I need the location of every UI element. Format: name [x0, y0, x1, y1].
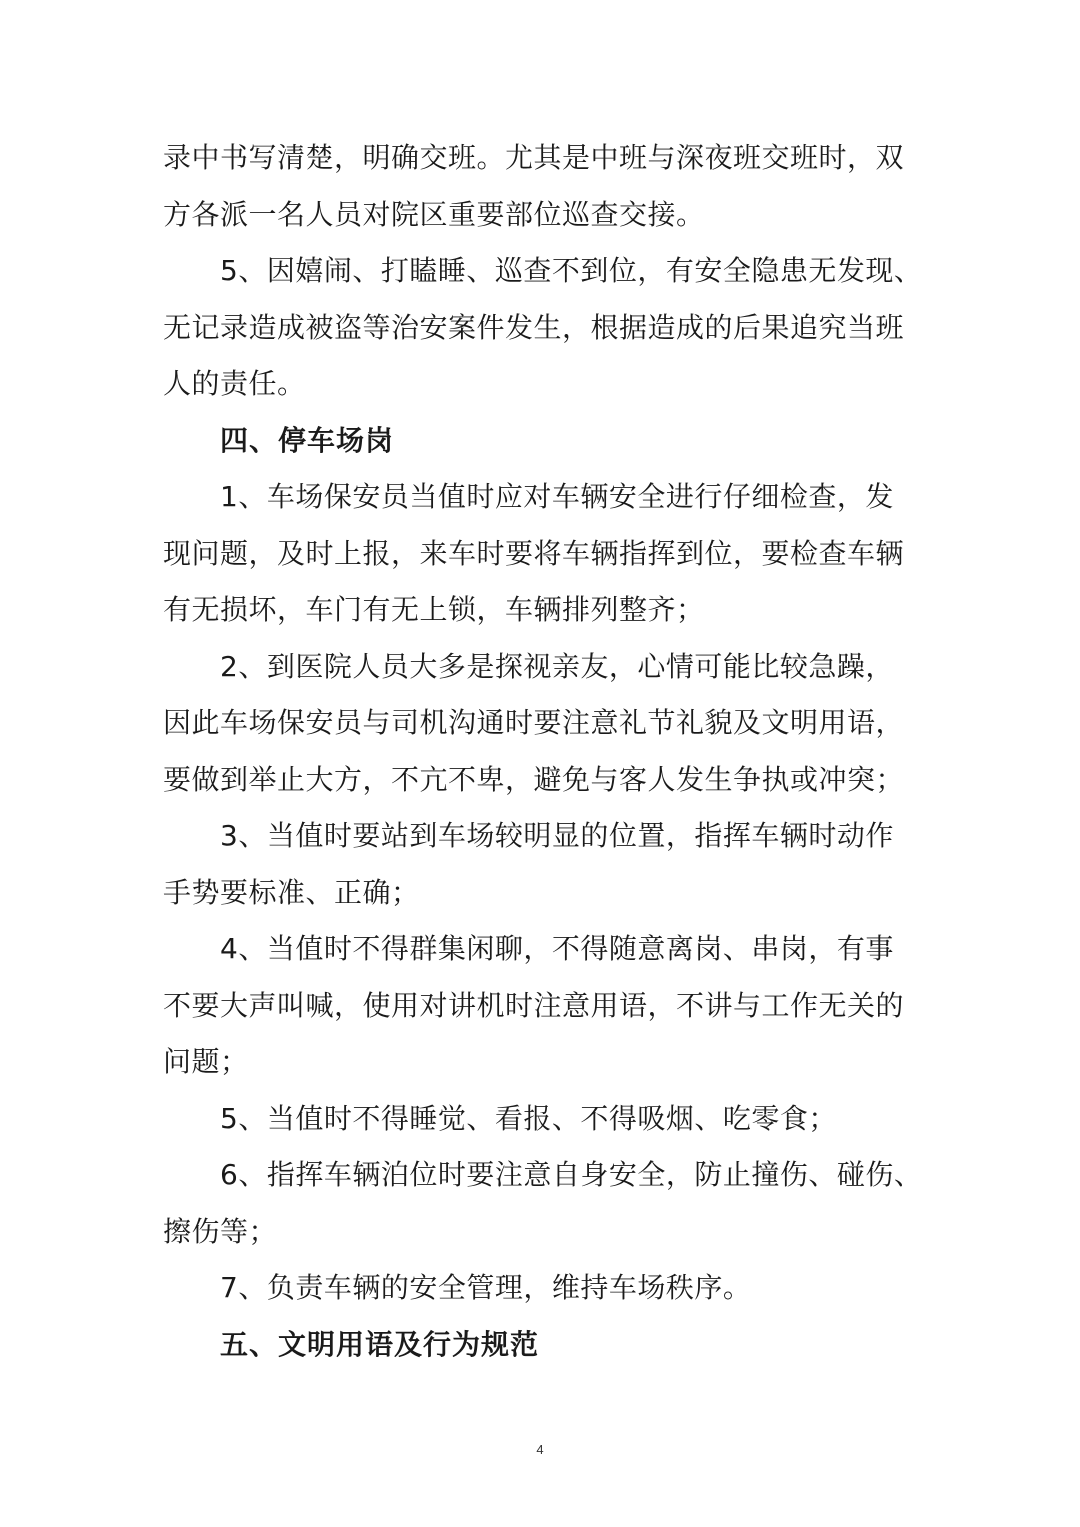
body-line: 手势要标准、正确； — [163, 875, 420, 909]
body-line: 无记录造成被盗等治安案件发生，根据造成的后果追究当班 — [163, 310, 905, 344]
body-line: 5、当值时不得睡觉、看报、不得吸烟、吃零食； — [220, 1101, 837, 1135]
body-line: 人的责任。 — [163, 367, 306, 400]
body-line: 因此车场保安员与司机沟通时要注意礼节礼貌及文明用语， — [163, 706, 905, 739]
body-line: 2、到医院人员大多是探视亲友，心情可能比较急躁， — [220, 649, 894, 683]
body-line: 5、因嬉闹、打瞌睡、巡查不到位，有安全隐患无发现、 — [220, 254, 923, 287]
body-line: 问题； — [163, 1045, 249, 1078]
body-line: 有无损坏，车门有无上锁，车辆排列整齐； — [163, 593, 705, 626]
body-line: 擦伤等； — [163, 1214, 278, 1248]
body-line: 录中书写清楚，明确交班。尤其是中班与深夜班交班时，双 — [163, 141, 905, 174]
section-heading-etiquette: 五、文明用语及行为规范 — [220, 1327, 540, 1361]
body-line: 7、负责车辆的安全管理，维持车场秩序。 — [220, 1271, 752, 1304]
body-line: 现问题，及时上报，来车时要将车辆指挥到位，要检查车辆 — [163, 536, 905, 570]
body-line: 1、车场保安员当值时应对车辆安全进行仔细检查，发 — [220, 480, 894, 513]
body-line: 6、指挥车辆泊位时要注意自身安全，防止撞伤、碰伤、 — [220, 1158, 923, 1191]
document-body — [163, 130, 923, 1373]
body-line: 方各派一名人员对院区重要部位巡查交接。 — [163, 197, 705, 231]
body-line: 不要大声叫喊，使用对讲机时注意用语，不讲与工作无关的 — [163, 988, 905, 1022]
body-line: 4、当值时不得群集闲聊，不得随意离岗、串岗，有事 — [220, 932, 894, 965]
body-line: 要做到举止大方，不亢不卑，避免与客人发生争执或冲突； — [163, 762, 905, 796]
page-number: 4 — [536, 1442, 544, 1457]
body-line: 3、当值时要站到车场较明显的位置，指挥车辆时动作 — [220, 819, 894, 852]
section-heading-parking: 四、停车场岗 — [220, 423, 395, 457]
